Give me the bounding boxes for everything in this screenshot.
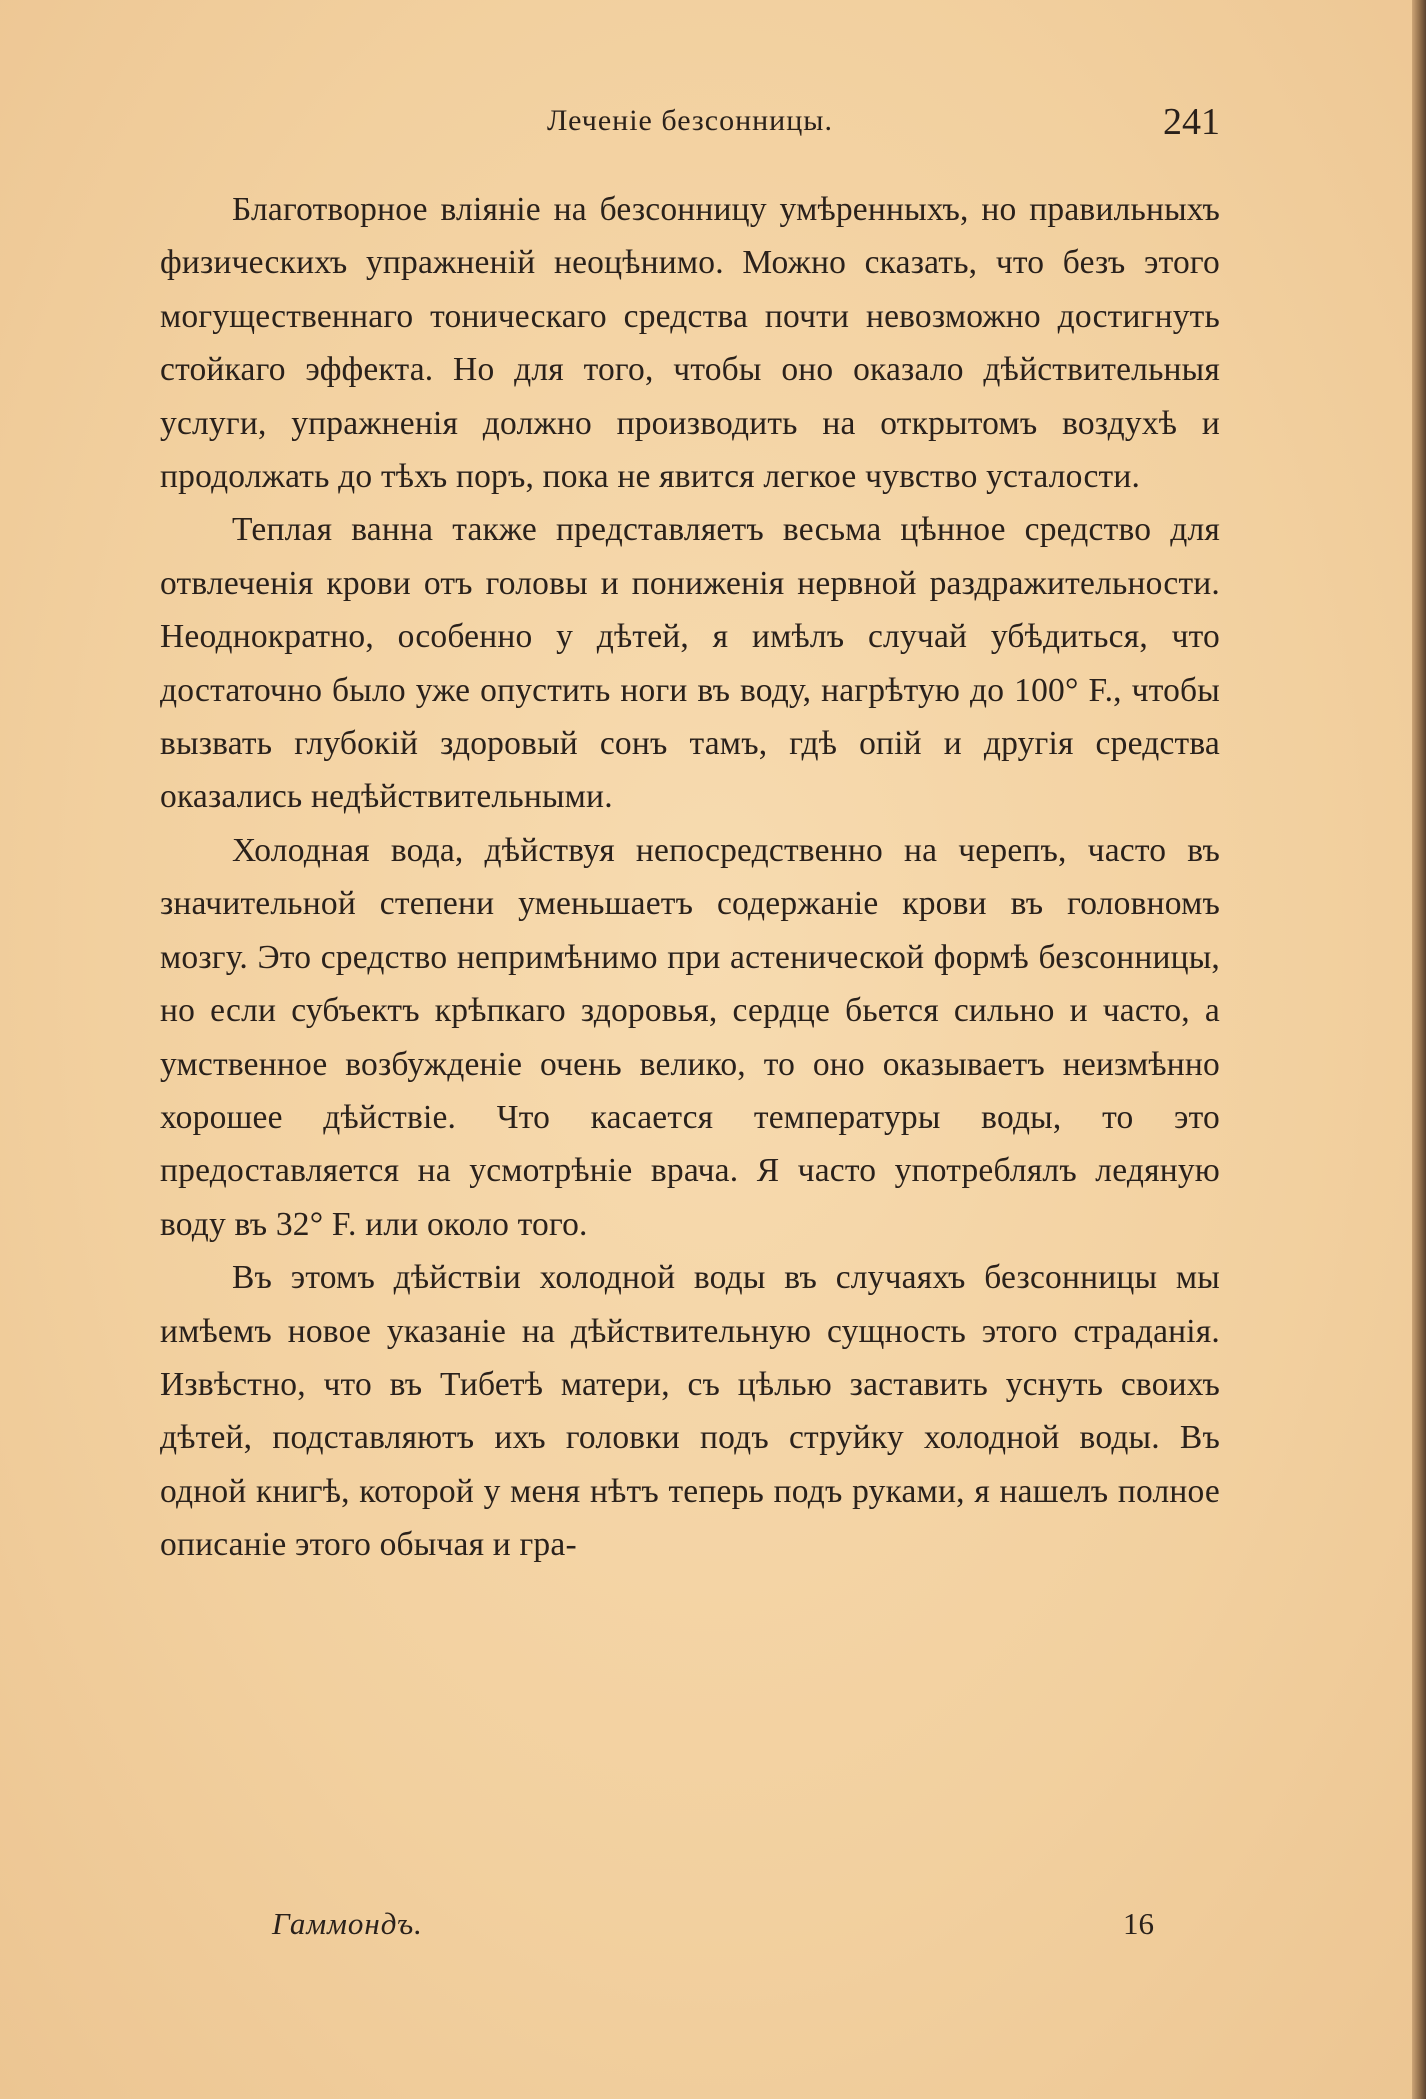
footer xyxy=(160,1906,1220,1954)
running-title: Леченіе безсонницы. xyxy=(547,104,833,137)
page-number: 241 xyxy=(1163,101,1220,143)
paragraph-4: Въ этомъ дѣйствіи холодной воды въ случаяхъ безсонницы мы имѣемъ новое указаніе на дѣйствительную сущность этого страданія. Извѣстно, что въ Тибетѣ матери, съ цѣлью заставить уснуть своихъ дѣтей, подставляютъ ихъ головки подъ струйку холодной воды. Въ одной книгѣ, которой у меня нѣтъ теперь подъ руками, я нашелъ полное описаніе этого обычая и гра- xyxy=(160,1259,1220,1564)
signature-number: 16 xyxy=(1123,1906,1154,1941)
body-text xyxy=(160,183,1220,1572)
running-head xyxy=(160,100,1220,148)
page-edge xyxy=(1412,0,1426,2099)
signature-mark: Гаммондъ. xyxy=(272,1906,423,1941)
paragraph-1: Благотворное вліяніе на безсонницу умѣренныхъ, но правильныхъ физическихъ упражненій неоцѣнимо. Можно сказать, что безъ этого могущественнаго тоническаго средства почти невозможно достигнуть стойкаго эффекта. Но для того, чтобы оно оказало дѣйствительныя услуги, упражненія должно производить на открытомъ воздухѣ и продолжать до тѣхъ поръ, пока не явится легкое чувство усталости. xyxy=(160,191,1220,496)
paragraph-2: Теплая ванна также представляетъ весьма цѣнное средство для отвлеченія крови отъ головы и пониженія нервной раздражительности. Неоднократно, особенно у дѣтей, я имѣлъ случай убѣдиться, что достаточно было уже опустить ноги въ воду, нагрѣтую до 100° F., чтобы вызвать глубокій здоровый сонъ тамъ, гдѣ опій и другія средства оказались недѣйствительными. xyxy=(160,511,1220,816)
paragraph-3: Холодная вода, дѣйствуя непосредственно на черепъ, часто въ значительной степени уменьшаетъ содержаніе крови въ головномъ мозгу. Это средство непримѣнимо при астенической формѣ безсонницы, но если субъектъ крѣпкаго здоровья, сердце бьется сильно и часто, а умственное возбужденіе очень велико, то оно оказываетъ неизмѣнно хорошее дѣйствіе. Что касается температуры воды, то это предоставляется на усмотрѣніе врача. Я часто употреблялъ ледяную воду въ 32° F. или около того. xyxy=(160,831,1220,1243)
